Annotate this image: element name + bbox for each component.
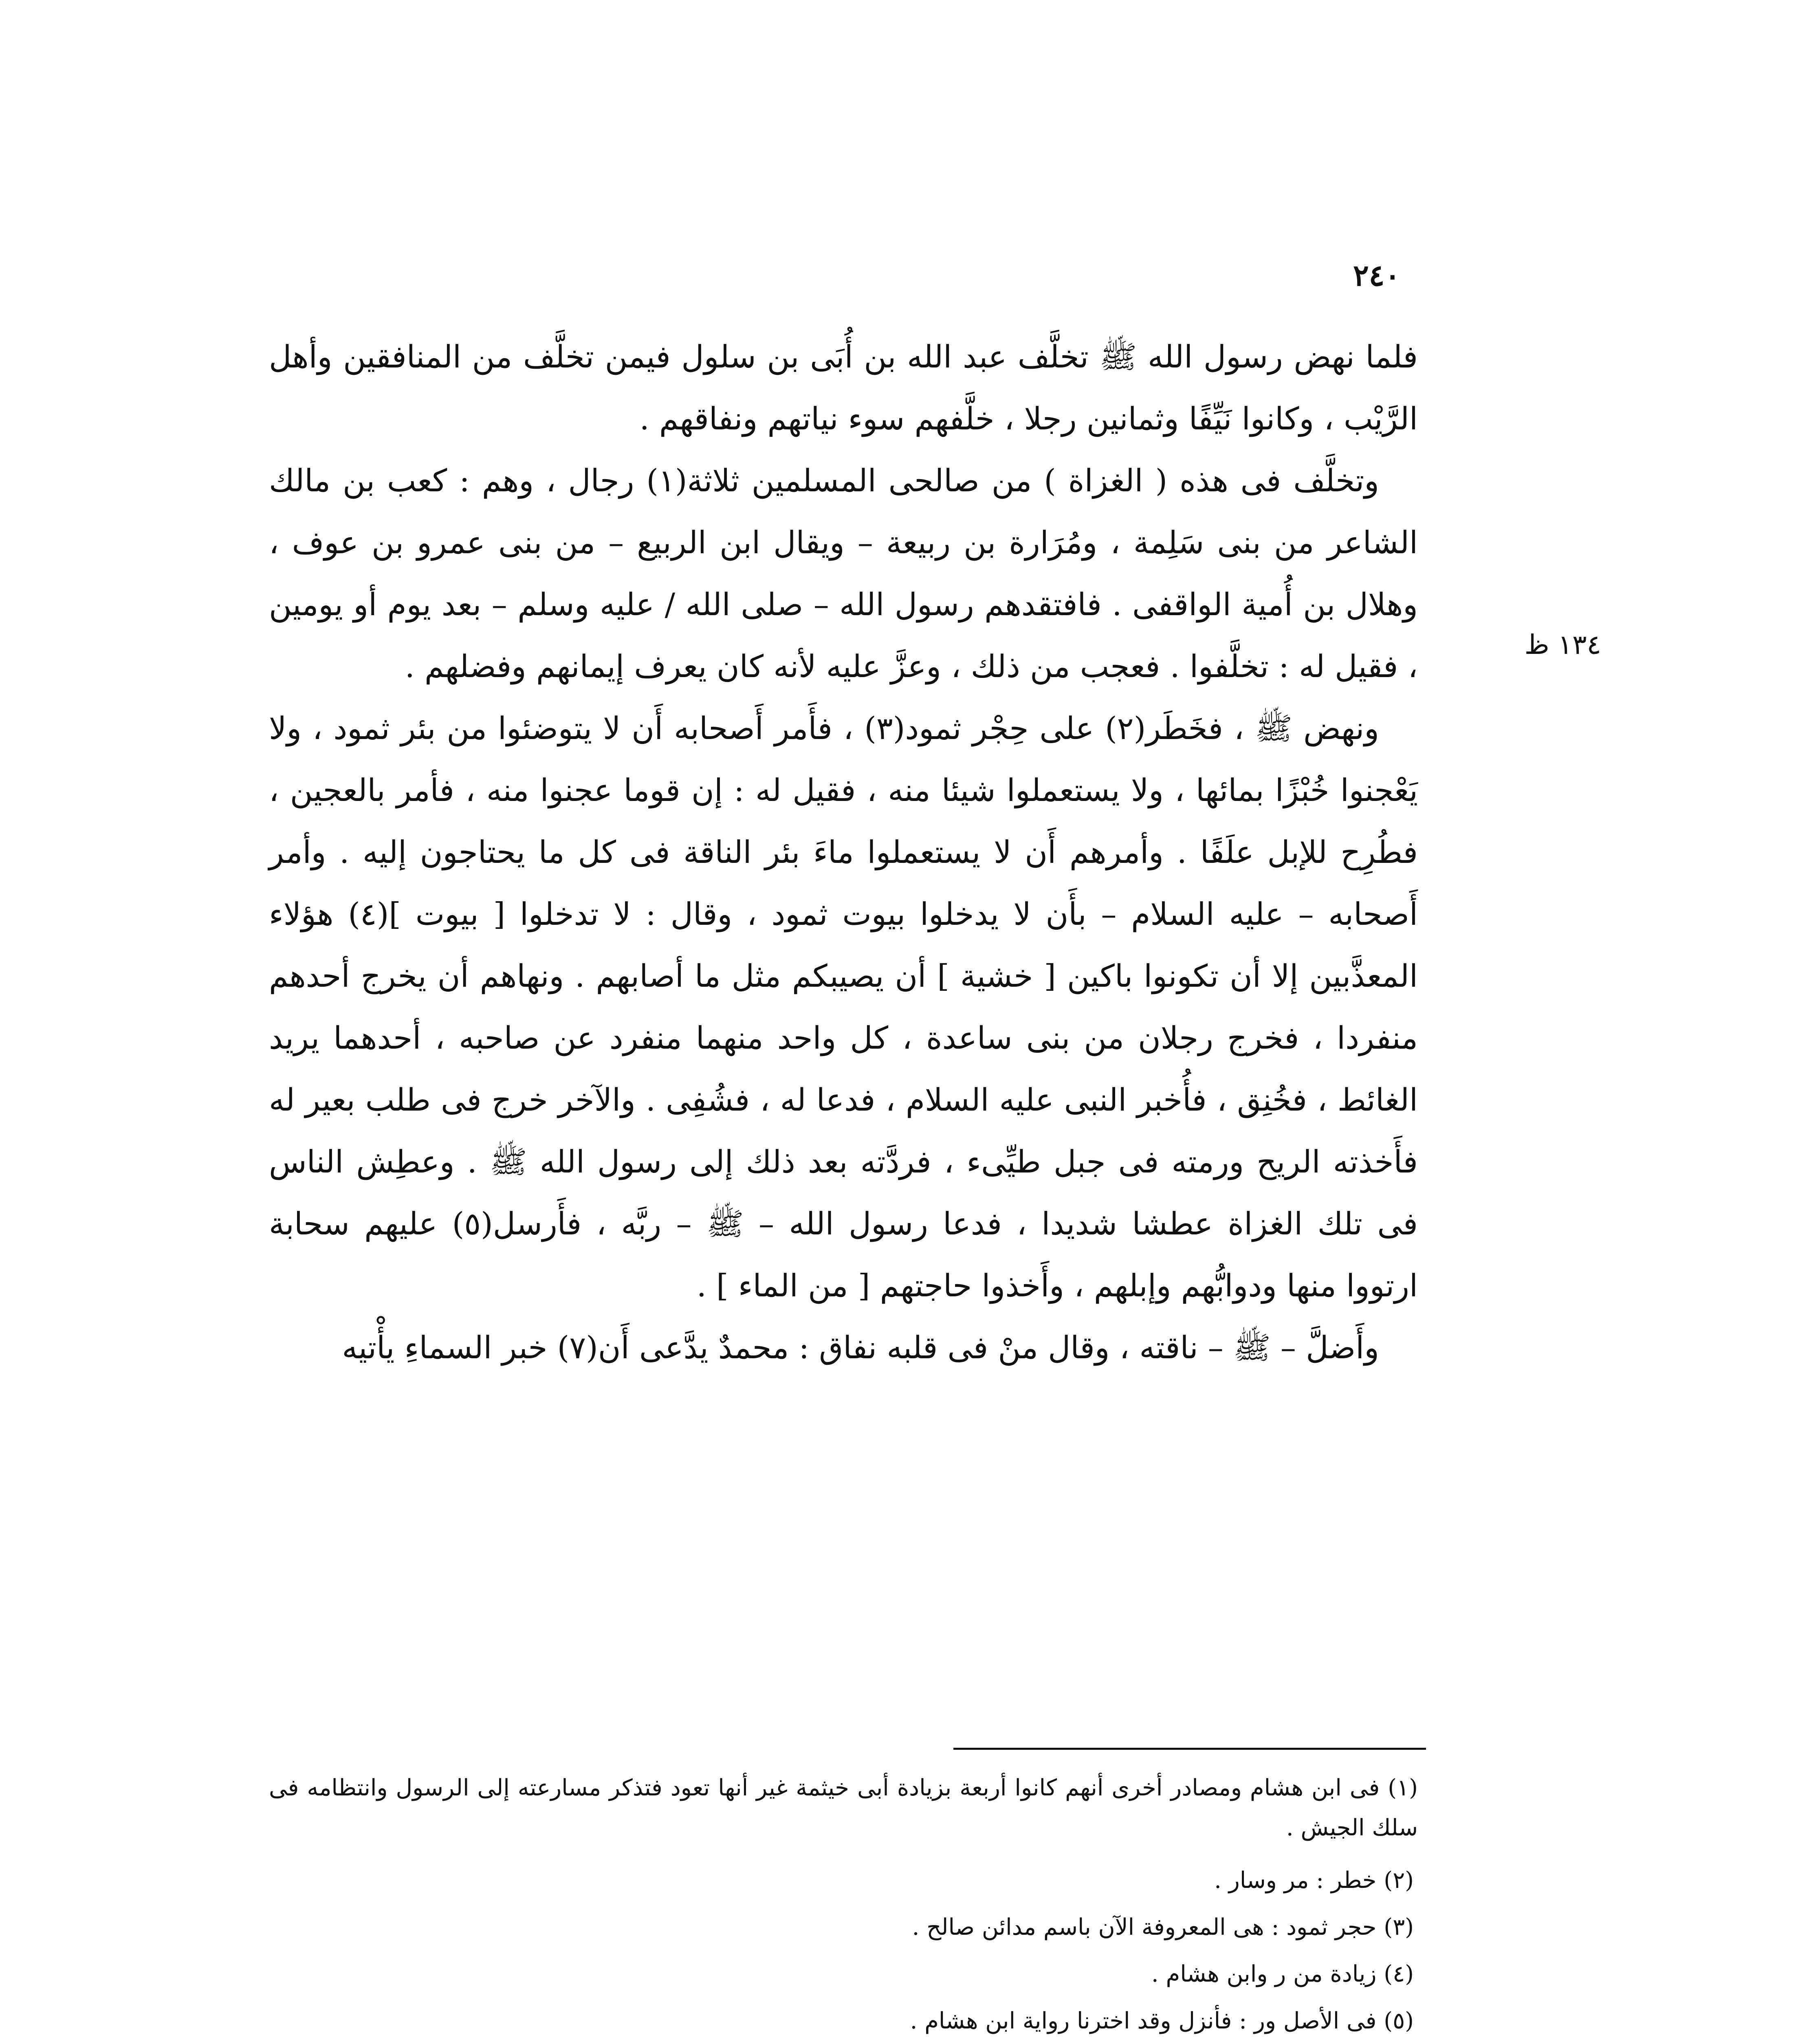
paragraph-1: فلما نهض رسول الله ﷺ تخلَّف عبد الله بن أُبَى بن سلول فيمن تخلَّف من المنافقين وأهل الرَّيْب ، وكانوا نَيِّفًا وثمانين رجلا ، خلَّفهم سوء نياتهم ونفاقهم . [269, 339, 1418, 437]
paragraph-2: وتخلَّف فى هذه ( الغزاة ) من صالحى المسلمين ثلاثة(١) رجال ، وهم : كعب بن مالك الشاعر من بنى سَلِمة ، ومُرَارة بن ربيعة – ويقال ابن الربيع – من بنى عمرو بن عوف ، وهلال بن أُمية الواقفى . فافتقدهم رسول الله – صلى الله / عليه وسلم – بعد يوم أو يومين ، فقيل له : تخلَّفوا . فعجب من ذلك ، وعزَّ عليه لأنه كان يعرف إيمانهم وفضلهم . [269, 462, 1418, 684]
footnote-divider [953, 1748, 1426, 1750]
footnote-1: (١) فى ابن هشام ومصادر أخرى أنهم كانوا أربعة بزيادة أبى خيثمة غير أنها تعود فتذكر مسارعته إلى الرسول وانتظامه فى سلك الجيش . [269, 1775, 1418, 1841]
page-number: ٢٤٠ [1353, 258, 1400, 293]
footnote-2: (٢) خطر : مر وسار . [1214, 1867, 1414, 1894]
footnote-4: (٤) زيادة من ر وابن هشام . [1151, 1961, 1414, 1987]
manuscript-folio-marker: ١٣٤ ظ [1524, 629, 1601, 660]
paragraph-3: ونهض ﷺ ، فخَطَر(٢) على حِجْر ثمود(٣) ، فأَمر أَصحابه أَن لا يتوضئوا من بئر ثمود ، ولا يَعْجنوا خُبْزًا بمائها ، ولا يستعملوا شيئا منه ، فقيل له : إن قوما عجنوا منه ، فأمر بالعجين ، فطُرِح للإبل علَفًا . وأمرهم أَن لا يستعملوا ماءَ بئر الناقة فى كل ما يحتاجون إليه . وأمر أَصحابه – عليه السلام – بأَن لا يدخلوا بيوت ثمود ، وقال : لا تدخلوا [ بيوت ](٤) هؤلاء المعذَّبين إلا أن تكونوا باكين [ خشية ] أن يصيبكم مثل ما أصابهم . ونهاهم أن يخرج أحدهم منفردا ، فخرج رجلان من بنى ساعدة ، كل واحد منهما منفرد عن صاحبه ، أحدهما يريد الغائط ، فخُنِق ، فأُخبر النبى عليه السلام ، فدعا له ، فشُفِى . والآخر خرج فى طلب بعير له فأَخذته الريح ورمته فى جبل طيِّىء ، فردَّته بعد ذلك إلى رسول الله ﷺ . وعطِش الناس فى تلك الغزاة عطشا شديدا ، فدعا رسول الله – ﷺ – ربَّه ، فأَرسل(٥) عليهم سحابة ارتووا منها ودوابُّهم وإبلهم ، وأَخذوا حاجتهم [ من الماء ] . [269, 710, 1418, 1304]
paragraph-4: وأَضلَّ – ﷺ – ناقته ، وقال منْ فى قلبه نفاق : محمدٌ يدَّعى أَن(٧) خبر السماءِ يأْتيه [342, 1329, 1379, 1366]
footnote-5: (٥) فى الأصل ور : فأنزل وقد اخترنا رواية ابن هشام . [910, 2008, 1414, 2034]
footnote-3: (٣) حجر ثمود : هى المعروفة الآن باسم مدائن صالح . [912, 1914, 1414, 1940]
footnotes-section [269, 1768, 1418, 2037]
main-text-body [269, 326, 1418, 1379]
